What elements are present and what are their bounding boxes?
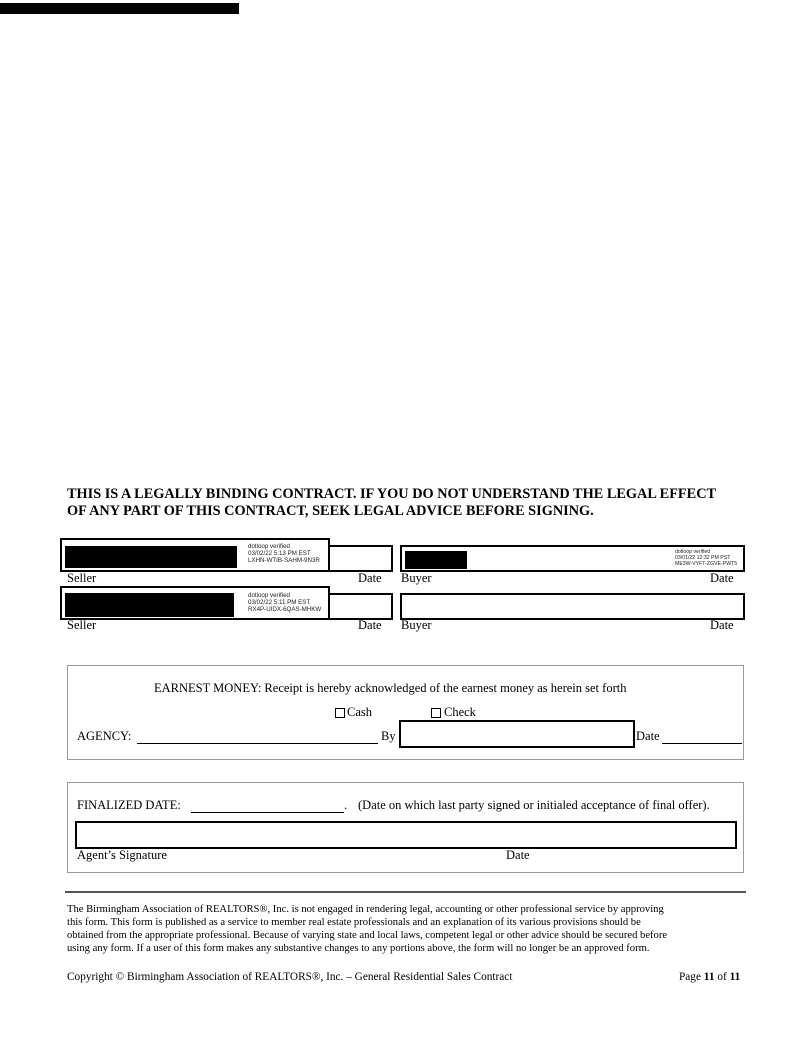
finalized-date-line[interactable]: [191, 812, 344, 813]
cash-label: Cash: [347, 705, 372, 719]
agency-date-label: Date: [636, 729, 660, 743]
finalized-date-period: .: [344, 798, 348, 812]
agent-signature-label: Agent’s Signature: [77, 848, 167, 862]
footer-disclaimer: [67, 903, 747, 955]
legal-warning-line-2: OF ANY PART OF THIS CONTRACT, SEEK LEGAL ADVICE BEFORE SIGNING.: [67, 503, 594, 519]
buyer-1-signature-field[interactable]: [400, 545, 745, 572]
agency-date-line[interactable]: [662, 743, 742, 744]
check-label: Check: [444, 705, 476, 719]
by-label: By: [381, 729, 396, 743]
buyer-1-date-label: Date: [710, 571, 734, 585]
seller-2-timestamp: 03/02/22 5:11 PM EST: [248, 599, 311, 607]
footer-line-2: this form. This form is published as a service to member real estate professionals and an explanation of its various provisions should be: [67, 917, 641, 928]
cash-checkbox[interactable]: [335, 708, 345, 718]
seller-2-verified-text: dotloop verified: [248, 592, 290, 599]
seller-2-code: RX4P-UIDX-6QAS-MHKW: [248, 606, 322, 614]
seller-2-label: Seller: [67, 618, 97, 632]
agency-signature-field[interactable]: [399, 720, 635, 748]
buyer-2-signature-field[interactable]: [400, 593, 745, 620]
agency-label: AGENCY:: [77, 729, 132, 743]
page-current: 11: [703, 971, 715, 983]
page-number: [679, 971, 740, 984]
seller-1-dotloop-stamp: [60, 538, 330, 572]
seller-1-label: Seller: [67, 571, 97, 585]
buyer-1-timestamp: 03/01/22 12:32 PM PST: [675, 555, 731, 561]
seller-1-date-label: Date: [358, 571, 382, 585]
seller-1-redacted-signature: [65, 546, 237, 568]
redaction-bar: [0, 3, 239, 14]
seller-1-verified-text: dotloop verified: [248, 543, 290, 550]
agency-line[interactable]: [137, 743, 378, 744]
earnest-money-panel: [67, 665, 744, 760]
seller-2-date-label: Date: [358, 618, 382, 632]
footer-divider: [65, 891, 746, 893]
copyright-text: Copyright © Birmingham Association of REALTORS®, Inc. – General Residential Sales Contract: [67, 971, 513, 983]
buyer-1-verified-text: dotloop verified: [675, 549, 711, 555]
buyer-2-label: Buyer: [401, 618, 432, 632]
seller-2-redacted-signature: [65, 593, 234, 617]
earnest-money-text: EARNEST MONEY: Receipt is hereby acknowledged of the earnest money as herein set forth: [154, 681, 627, 695]
buyer-1-label: Buyer: [401, 571, 432, 585]
page-of: of: [717, 971, 727, 983]
agent-signature-field[interactable]: [75, 821, 737, 849]
seller-1-timestamp: 03/02/22 5:13 PM EST: [248, 550, 311, 558]
finalized-date-note: (Date on which last party signed or initialed acceptance of final offer).: [358, 798, 710, 812]
check-checkbox[interactable]: [431, 708, 441, 718]
legal-warning-heading: [67, 486, 757, 520]
footer-line-1: The Birmingham Association of REALTORS®, Inc. is not engaged in rendering legal, accounting or other professional service by approving: [67, 904, 664, 915]
page-prefix: Page: [679, 971, 701, 983]
seller-1-code: LXHN-WTIB-SAHM-9N3R: [248, 557, 320, 565]
finalized-date-panel: [67, 782, 744, 873]
agent-date-label: Date: [506, 848, 530, 862]
finalized-date-label: FINALIZED DATE:: [77, 798, 181, 812]
buyer-1-redacted-signature: [405, 551, 467, 569]
seller-2-dotloop-stamp: [60, 586, 330, 620]
buyer-2-date-label: Date: [710, 618, 734, 632]
footer-line-3: obtained from the appropriate professional. Because of varying state and local laws, competent legal or other advice should be secured before: [67, 930, 668, 941]
page-total: 11: [729, 971, 741, 983]
buyer-1-code: ME3W-VYFT-ZGVE-PWT5: [675, 561, 738, 567]
footer-line-4: using any form. If a user of this form makes any substantive changes to any portions above, the form will no longer be an approved form.: [67, 943, 650, 954]
legal-warning-line-1: THIS IS A LEGALLY BINDING CONTRACT. IF YOU DO NOT UNDERSTAND THE LEGAL EFFECT: [67, 486, 717, 502]
